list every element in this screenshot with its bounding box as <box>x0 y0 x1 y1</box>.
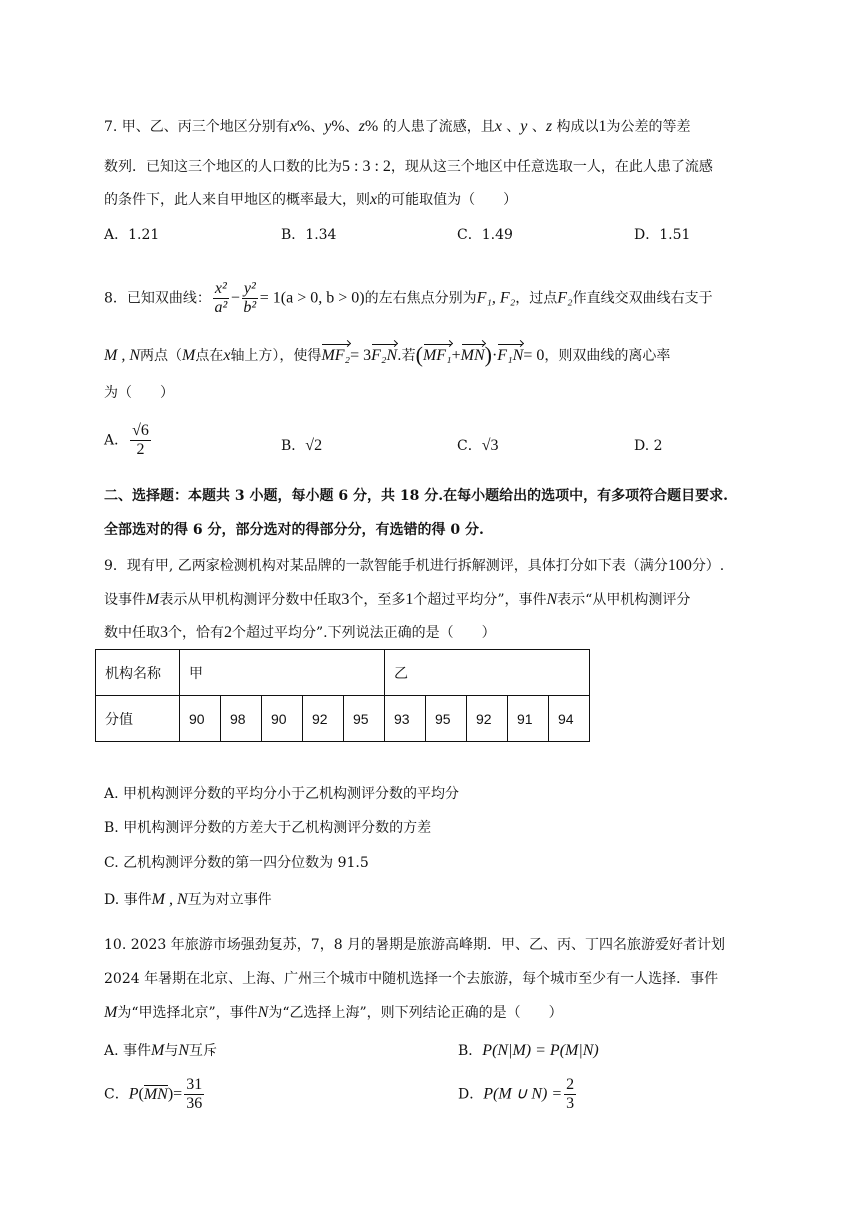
q7-text: ，现从这三个地区中任意选取一人，在此人患了流感 <box>390 159 713 175</box>
q8-text: 作直线交双曲线右支于 <box>572 290 713 307</box>
q10-text: 互斥 <box>189 1043 218 1059</box>
separator: 、 <box>310 119 325 135</box>
q8-line-2 <box>104 342 670 366</box>
option-value: √3 <box>481 437 499 454</box>
q8-option-a <box>104 422 153 459</box>
percent: % <box>296 118 311 135</box>
var-y: y <box>520 118 528 135</box>
number: 2 <box>224 624 232 641</box>
q7-option-a: A．1.21 <box>104 227 160 243</box>
q9-text: 表示“从甲机构测评分 <box>557 592 691 608</box>
separator: 、 <box>344 119 359 135</box>
q7-text: 7. 甲、乙、丙三个地区分别有 <box>104 119 290 135</box>
event-n: N <box>178 1042 190 1059</box>
q9-text: 9．现有甲, 乙两家检测机构对某品牌的一款智能手机进行拆解测评，具体打分如下表（满分 <box>104 558 668 574</box>
option-expression: P(M ∪ N) = <box>483 1085 563 1103</box>
numerator: √6 <box>132 422 149 439</box>
number: 3 <box>341 591 350 608</box>
q8-text: 轴上方），使得 <box>230 348 322 364</box>
q9-option-d <box>104 890 272 910</box>
equation: = 3 <box>350 347 372 364</box>
paren-open: ( <box>138 1085 144 1103</box>
var-y: y <box>324 118 332 135</box>
q10-text: 为“甲选择北京”，事件 <box>117 1005 258 1021</box>
q8-option-b <box>281 436 322 456</box>
score-cell: 92 <box>303 696 344 742</box>
var-x: x <box>223 347 231 364</box>
score-cell: 95 <box>426 696 467 742</box>
q7-text: 的条件下，此人来自甲地区的概率最大，则 <box>104 192 370 208</box>
option-value: √2 <box>305 437 323 454</box>
table-row <box>96 696 590 742</box>
q7-line-2 <box>104 157 713 177</box>
q8-text: ，则双曲线的离心率 <box>544 348 671 364</box>
number: 1 <box>405 591 414 608</box>
denominator: a² <box>214 299 228 316</box>
denominator: 2 <box>136 441 145 458</box>
q7-text: 的人患了流感，且 <box>378 119 495 135</box>
paren-open: ( <box>415 342 423 367</box>
q9-line-2 <box>104 590 690 610</box>
numerator: y² <box>243 280 256 297</box>
score-table <box>95 649 590 742</box>
score-cell: 91 <box>508 696 549 742</box>
q8-line-3: 为（ ） <box>104 385 174 401</box>
focus: F₂ <box>557 289 573 307</box>
q9-option-c: C. 乙机构测评分数的第一四分位数为 91.5 <box>104 855 369 871</box>
number: 1 <box>598 118 607 135</box>
option-label: C． <box>457 438 482 454</box>
var-z: z <box>358 118 365 135</box>
q7-text: 构成以 <box>552 119 599 135</box>
event-n: N <box>546 591 558 608</box>
q7-option-d: D．1.51 <box>634 227 691 243</box>
q8-text: 两点（ <box>140 348 182 364</box>
equation: = 0 <box>523 347 545 364</box>
equation: = 1(a > 0, b > 0) <box>259 289 365 307</box>
q9-text: 个超过平均分”.下列说法正确的是（ ） <box>232 625 496 641</box>
option-label: A． <box>104 432 129 449</box>
option-label: D． <box>458 1086 484 1103</box>
dot: · <box>491 347 498 364</box>
q10-line-3 <box>104 1003 563 1023</box>
q8-text: ，过点 <box>515 290 558 307</box>
event-m: M <box>146 591 160 608</box>
score-cell: 94 <box>549 696 590 742</box>
event-n: N <box>257 1004 269 1021</box>
var-x: x <box>370 191 378 208</box>
q10-text: 与 <box>164 1043 179 1059</box>
q8-option-c <box>457 436 499 456</box>
q7-line-3 <box>104 190 517 210</box>
fraction-y2-b2 <box>242 280 258 317</box>
org-a-name: 甲 <box>180 650 385 696</box>
point-m: M <box>182 347 196 364</box>
minus: − <box>230 289 240 307</box>
row-label: 分值 <box>96 696 180 742</box>
vector-mn: MN <box>461 342 485 366</box>
fraction-sqrt6-2 <box>130 422 151 459</box>
equals: = <box>173 1085 183 1103</box>
plus: + <box>451 347 461 364</box>
number: 3 <box>160 624 168 641</box>
probability-p: P <box>128 1085 139 1103</box>
score-cell: 98 <box>221 696 262 742</box>
denominator: b² <box>243 299 257 316</box>
q8-text: 的左右焦点分别为 <box>364 290 477 307</box>
number: 100 <box>667 557 692 574</box>
q7-option-c: C．1.49 <box>457 227 513 243</box>
section-2-header-line-1: 二、选择题：本题共 3 小题，每小题 6 分，共 18 分.在每小题给出的选项中，有多项符合题目要求. <box>104 488 728 504</box>
option-label: B． <box>458 1043 483 1059</box>
paren-close: ) <box>167 1085 174 1103</box>
fraction-x2-a2 <box>213 280 229 317</box>
event-m: M <box>151 1042 165 1059</box>
option-expression: P(N|M) = P(M|N) <box>482 1042 599 1059</box>
var-z: z <box>545 118 553 135</box>
q7-text: 数列．已知这三个地区的人口数的比为 <box>104 159 342 175</box>
q9-option-b: B. 甲机构测评分数的方差大于乙机构测评分数的方差 <box>104 820 432 836</box>
q10-option-c <box>104 1076 206 1113</box>
q9-text: 设事件 <box>104 592 146 608</box>
percent: % <box>331 118 345 135</box>
q9-option-a: A. 甲机构测评分数的平均分小于乙机构测评分数的平均分 <box>104 786 460 802</box>
var-x: x <box>494 118 502 135</box>
score-cell: 92 <box>467 696 508 742</box>
q9-text: D. 事件 <box>104 892 152 908</box>
event-m: M <box>104 1004 118 1021</box>
q7-line-1 <box>104 117 691 137</box>
q8-text: 点在 <box>195 348 224 364</box>
q10-option-a <box>104 1041 217 1061</box>
q9-line-3 <box>104 623 496 643</box>
q8-option-d: D. 2 <box>634 438 663 454</box>
denominator: 3 <box>566 1095 575 1112</box>
q9-text: 个超过平均分”，事件 <box>413 592 547 608</box>
vector-f1n: F₁N <box>497 342 523 366</box>
fraction-2-3 <box>564 1076 576 1113</box>
q7-text: 的可能取值为（ ） <box>377 192 518 208</box>
vector-mf2: MF₂ <box>321 342 350 366</box>
org-b-name: 乙 <box>385 650 590 696</box>
score-cell: 93 <box>385 696 426 742</box>
score-cell: 90 <box>262 696 303 742</box>
q10-text: A. 事件 <box>104 1043 152 1059</box>
ratio: 5 : 3 : 2 <box>342 158 391 175</box>
q10-option-d <box>458 1076 578 1113</box>
score-cell: 95 <box>344 696 385 742</box>
q9-text: 个，至多 <box>349 592 406 608</box>
q7-option-b: B．1.34 <box>281 227 337 243</box>
vector-mf1: MF₁ <box>423 342 452 366</box>
option-label: C． <box>104 1086 129 1103</box>
foci: F₁, F₂ <box>476 289 516 307</box>
q10-line-1: 10. 2023 年旅游市场强劲复苏，7，8 月的暑期是旅游高峰期．甲、乙、丙、丁四名旅游爱好者计划 <box>104 937 726 953</box>
q8-line-1 <box>104 280 713 317</box>
q10-text: 为“乙选择上海”，则下列结论正确的是（ ） <box>268 1005 563 1021</box>
separator: 、 <box>527 119 546 135</box>
q9-text: 个，恰有 <box>168 625 224 641</box>
percent: % <box>364 118 379 135</box>
q9-text: 数中任取 <box>104 625 160 641</box>
q7-text: 为公差的等差 <box>606 119 691 135</box>
separator: 、 <box>501 119 521 135</box>
denominator: 36 <box>186 1095 203 1112</box>
q8-text: 8．已知双曲线： <box>104 290 211 307</box>
table-row <box>96 650 590 696</box>
fraction-31-36 <box>184 1076 204 1113</box>
table-header-label: 机构名称 <box>96 650 180 696</box>
var-x: x <box>289 118 297 135</box>
q9-line-1 <box>104 556 724 576</box>
q8-text: .若 <box>397 348 416 364</box>
numerator: 2 <box>566 1076 575 1093</box>
q9-text: 分）. <box>691 558 725 574</box>
q9-text: 表示从甲机构测评分数中任取 <box>159 592 342 608</box>
score-cell: 90 <box>180 696 221 742</box>
q9-text: 互为对立事件 <box>187 892 272 908</box>
points-mn: M , N <box>104 347 140 364</box>
numerator: x² <box>214 280 227 297</box>
numerator: 31 <box>186 1076 203 1093</box>
q10-line-2: 2024 年暑期在北京、上海、广州三个城市中随机选择一个去旅游，每个城市至少有一人选择．事件 <box>104 971 719 987</box>
events-mn: M , N <box>151 891 188 908</box>
option-label: B． <box>281 438 306 454</box>
section-2-header-line-2: 全部选对的得 6 分，部分选对的得部分分，有选错的得 0 分. <box>104 522 484 538</box>
vector-f2n: F₂N <box>371 342 397 366</box>
complement-mn: MN <box>143 1085 168 1103</box>
paren-close: ) <box>484 342 492 367</box>
q10-option-b <box>458 1041 599 1061</box>
